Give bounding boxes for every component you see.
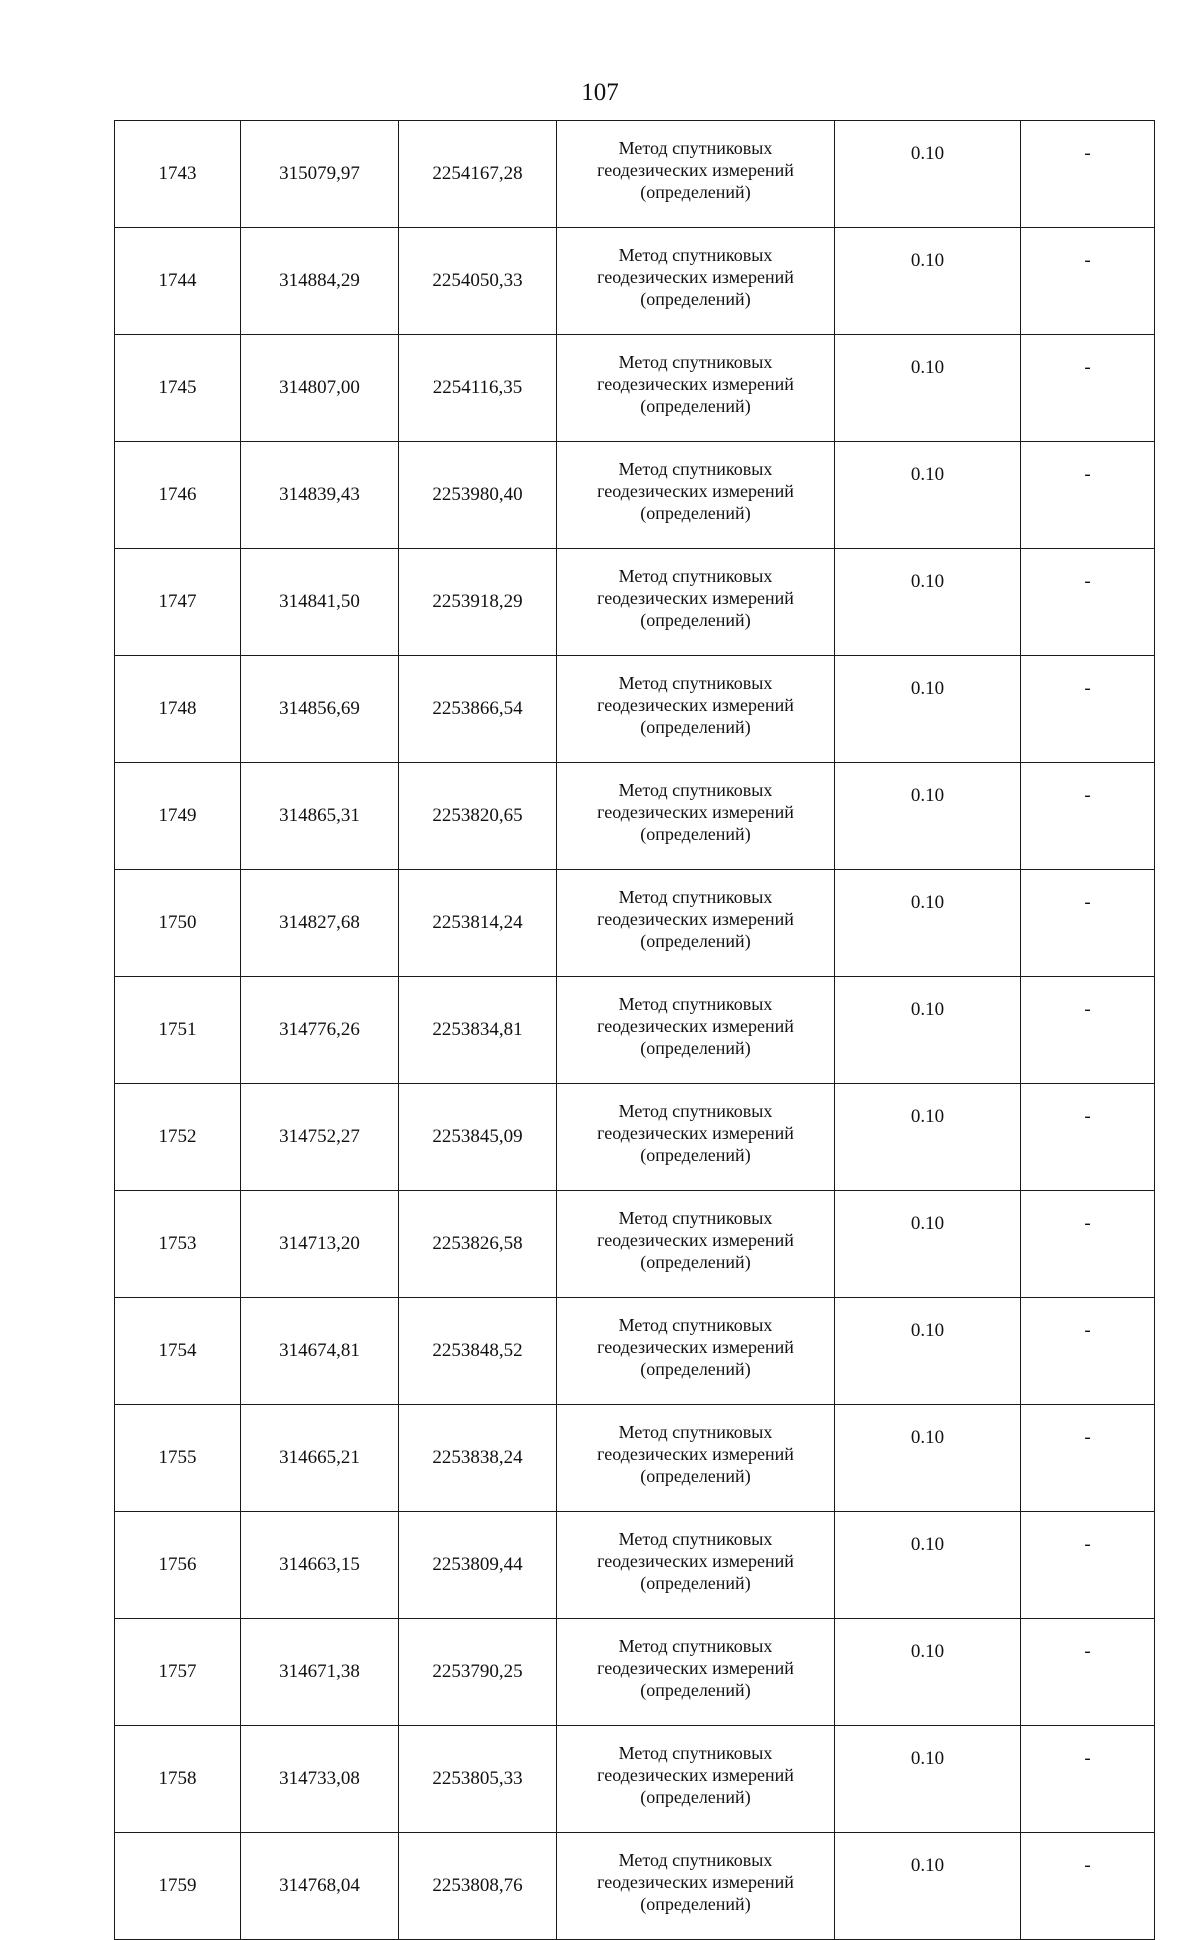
accuracy-cell: 0.10 [835, 656, 1021, 763]
y-coordinate-cell: 2253834,81 [399, 977, 557, 1084]
table-row [115, 763, 1155, 870]
method-line-2: геодезических измерений [597, 481, 794, 501]
method-line-1: Метод спутниковых [618, 245, 773, 265]
point-number-cell: 1748 [115, 656, 241, 763]
method-line-2: геодезических измерений [597, 1123, 794, 1143]
accuracy-cell: 0.10 [835, 1405, 1021, 1512]
y-coordinate-cell: 2254050,33 [399, 228, 557, 335]
method-cell [557, 870, 835, 977]
method-line-2: геодезических измерений [597, 374, 794, 394]
table-row [115, 1084, 1155, 1191]
accuracy-cell: 0.10 [835, 763, 1021, 870]
table-row [115, 977, 1155, 1084]
x-coordinate-cell: 314807,00 [241, 335, 399, 442]
point-number-cell: 1751 [115, 977, 241, 1084]
point-number-cell: 1750 [115, 870, 241, 977]
method-line-3: (определений) [640, 610, 751, 630]
point-number-cell: 1746 [115, 442, 241, 549]
x-coordinate-cell: 314733,08 [241, 1726, 399, 1833]
table-row [115, 1726, 1155, 1833]
method-cell [557, 1619, 835, 1726]
x-coordinate-cell: 314884,29 [241, 228, 399, 335]
method-cell [557, 1298, 835, 1405]
method-cell [557, 121, 835, 228]
method-line-2: геодезических измерений [597, 267, 794, 287]
method-cell [557, 1191, 835, 1298]
table-row [115, 228, 1155, 335]
x-coordinate-cell: 314674,81 [241, 1298, 399, 1405]
method-cell [557, 1084, 835, 1191]
x-coordinate-cell: 314663,15 [241, 1512, 399, 1619]
page-number: 107 [581, 79, 619, 106]
x-coordinate-cell: 314839,43 [241, 442, 399, 549]
point-number-cell: 1753 [115, 1191, 241, 1298]
method-line-1: Метод спутниковых [618, 1101, 773, 1121]
note-cell: - [1021, 870, 1155, 977]
x-coordinate-cell: 314713,20 [241, 1191, 399, 1298]
note-cell: - [1021, 1512, 1155, 1619]
note-cell: - [1021, 1405, 1155, 1512]
method-line-1: Метод спутниковых [618, 566, 773, 586]
method-line-1: Метод спутниковых [618, 1315, 773, 1335]
x-coordinate-cell: 314865,31 [241, 763, 399, 870]
accuracy-cell: 0.10 [835, 442, 1021, 549]
accuracy-cell: 0.10 [835, 977, 1021, 1084]
method-line-1: Метод спутниковых [618, 994, 773, 1014]
table-row [115, 656, 1155, 763]
method-line-2: геодезических измерений [597, 802, 794, 822]
table-row [115, 1191, 1155, 1298]
point-number-cell: 1759 [115, 1833, 241, 1940]
accuracy-cell: 0.10 [835, 1512, 1021, 1619]
table-row [115, 1512, 1155, 1619]
x-coordinate-cell: 315079,97 [241, 121, 399, 228]
method-cell [557, 1405, 835, 1512]
coordinates-table [114, 120, 1155, 1940]
method-cell [557, 763, 835, 870]
table-body [115, 121, 1155, 1940]
x-coordinate-cell: 314671,38 [241, 1619, 399, 1726]
method-line-1: Метод спутниковых [618, 1422, 773, 1442]
note-cell: - [1021, 549, 1155, 656]
method-line-3: (определений) [640, 1894, 751, 1914]
method-line-3: (определений) [640, 182, 751, 202]
y-coordinate-cell: 2253826,58 [399, 1191, 557, 1298]
y-coordinate-cell: 2253845,09 [399, 1084, 557, 1191]
method-line-2: геодезических измерений [597, 1765, 794, 1785]
point-number-cell: 1744 [115, 228, 241, 335]
method-line-1: Метод спутниковых [618, 673, 773, 693]
y-coordinate-cell: 2253848,52 [399, 1298, 557, 1405]
method-line-1: Метод спутниковых [618, 1636, 773, 1656]
point-number-cell: 1743 [115, 121, 241, 228]
method-line-3: (определений) [640, 1145, 751, 1165]
accuracy-cell: 0.10 [835, 549, 1021, 656]
method-line-1: Метод спутниковых [618, 459, 773, 479]
method-line-3: (определений) [640, 824, 751, 844]
note-cell: - [1021, 1298, 1155, 1405]
y-coordinate-cell: 2253790,25 [399, 1619, 557, 1726]
x-coordinate-cell: 314827,68 [241, 870, 399, 977]
method-line-2: геодезических измерений [597, 909, 794, 929]
accuracy-cell: 0.10 [835, 1833, 1021, 1940]
x-coordinate-cell: 314776,26 [241, 977, 399, 1084]
method-line-3: (определений) [640, 931, 751, 951]
point-number-cell: 1758 [115, 1726, 241, 1833]
method-cell [557, 549, 835, 656]
point-number-cell: 1752 [115, 1084, 241, 1191]
table-row [115, 335, 1155, 442]
note-cell: - [1021, 1833, 1155, 1940]
method-line-3: (определений) [640, 396, 751, 416]
method-line-2: геодезических измерений [597, 588, 794, 608]
method-line-2: геодезических измерений [597, 1551, 794, 1571]
y-coordinate-cell: 2254167,28 [399, 121, 557, 228]
accuracy-cell: 0.10 [835, 870, 1021, 977]
method-line-1: Метод спутниковых [618, 1850, 773, 1870]
method-cell [557, 977, 835, 1084]
method-line-3: (определений) [640, 717, 751, 737]
point-number-cell: 1749 [115, 763, 241, 870]
table-row [115, 1619, 1155, 1726]
table-row [115, 442, 1155, 549]
note-cell: - [1021, 1619, 1155, 1726]
y-coordinate-cell: 2254116,35 [399, 335, 557, 442]
method-line-1: Метод спутниковых [618, 1743, 773, 1763]
method-line-3: (определений) [640, 1680, 751, 1700]
accuracy-cell: 0.10 [835, 121, 1021, 228]
point-number-cell: 1757 [115, 1619, 241, 1726]
accuracy-cell: 0.10 [835, 335, 1021, 442]
table-row [115, 870, 1155, 977]
method-line-2: геодезических измерений [597, 1872, 794, 1892]
x-coordinate-cell: 314856,69 [241, 656, 399, 763]
accuracy-cell: 0.10 [835, 228, 1021, 335]
accuracy-cell: 0.10 [835, 1084, 1021, 1191]
note-cell: - [1021, 442, 1155, 549]
method-line-3: (определений) [640, 1252, 751, 1272]
method-line-3: (определений) [640, 289, 751, 309]
note-cell: - [1021, 228, 1155, 335]
y-coordinate-cell: 2253805,33 [399, 1726, 557, 1833]
y-coordinate-cell: 2253980,40 [399, 442, 557, 549]
method-line-3: (определений) [640, 1787, 751, 1807]
method-line-1: Метод спутниковых [618, 1208, 773, 1228]
point-number-cell: 1755 [115, 1405, 241, 1512]
x-coordinate-cell: 314752,27 [241, 1084, 399, 1191]
method-line-2: геодезических измерений [597, 160, 794, 180]
note-cell: - [1021, 977, 1155, 1084]
note-cell: - [1021, 763, 1155, 870]
method-cell [557, 1726, 835, 1833]
point-number-cell: 1754 [115, 1298, 241, 1405]
note-cell: - [1021, 1084, 1155, 1191]
method-line-2: геодезических измерений [597, 1230, 794, 1250]
x-coordinate-cell: 314665,21 [241, 1405, 399, 1512]
method-line-1: Метод спутниковых [618, 780, 773, 800]
point-number-cell: 1747 [115, 549, 241, 656]
accuracy-cell: 0.10 [835, 1298, 1021, 1405]
point-number-cell: 1745 [115, 335, 241, 442]
method-cell [557, 1512, 835, 1619]
method-line-3: (определений) [640, 1573, 751, 1593]
point-number-cell: 1756 [115, 1512, 241, 1619]
table-row [115, 1833, 1155, 1940]
method-cell [557, 1833, 835, 1940]
method-line-3: (определений) [640, 1466, 751, 1486]
y-coordinate-cell: 2253814,24 [399, 870, 557, 977]
method-cell [557, 656, 835, 763]
accuracy-cell: 0.10 [835, 1726, 1021, 1833]
method-line-2: геодезических измерений [597, 1016, 794, 1036]
method-line-3: (определений) [640, 503, 751, 523]
note-cell: - [1021, 121, 1155, 228]
method-cell [557, 442, 835, 549]
x-coordinate-cell: 314841,50 [241, 549, 399, 656]
y-coordinate-cell: 2253808,76 [399, 1833, 557, 1940]
y-coordinate-cell: 2253809,44 [399, 1512, 557, 1619]
table-row [115, 1405, 1155, 1512]
table-row [115, 549, 1155, 656]
y-coordinate-cell: 2253838,24 [399, 1405, 557, 1512]
method-line-3: (определений) [640, 1359, 751, 1379]
method-line-2: геодезических измерений [597, 695, 794, 715]
method-line-2: геодезических измерений [597, 1658, 794, 1678]
table-row [115, 121, 1155, 228]
accuracy-cell: 0.10 [835, 1619, 1021, 1726]
method-line-1: Метод спутниковых [618, 352, 773, 372]
method-line-2: геодезических измерений [597, 1337, 794, 1357]
method-line-3: (определений) [640, 1038, 751, 1058]
y-coordinate-cell: 2253820,65 [399, 763, 557, 870]
accuracy-cell: 0.10 [835, 1191, 1021, 1298]
method-cell [557, 335, 835, 442]
note-cell: - [1021, 656, 1155, 763]
method-line-1: Метод спутниковых [618, 887, 773, 907]
y-coordinate-cell: 2253918,29 [399, 549, 557, 656]
note-cell: - [1021, 1191, 1155, 1298]
table-row [115, 1298, 1155, 1405]
y-coordinate-cell: 2253866,54 [399, 656, 557, 763]
method-line-1: Метод спутниковых [618, 1529, 773, 1549]
method-line-2: геодезических измерений [597, 1444, 794, 1464]
x-coordinate-cell: 314768,04 [241, 1833, 399, 1940]
note-cell: - [1021, 1726, 1155, 1833]
note-cell: - [1021, 335, 1155, 442]
method-line-1: Метод спутниковых [618, 138, 773, 158]
method-cell [557, 228, 835, 335]
